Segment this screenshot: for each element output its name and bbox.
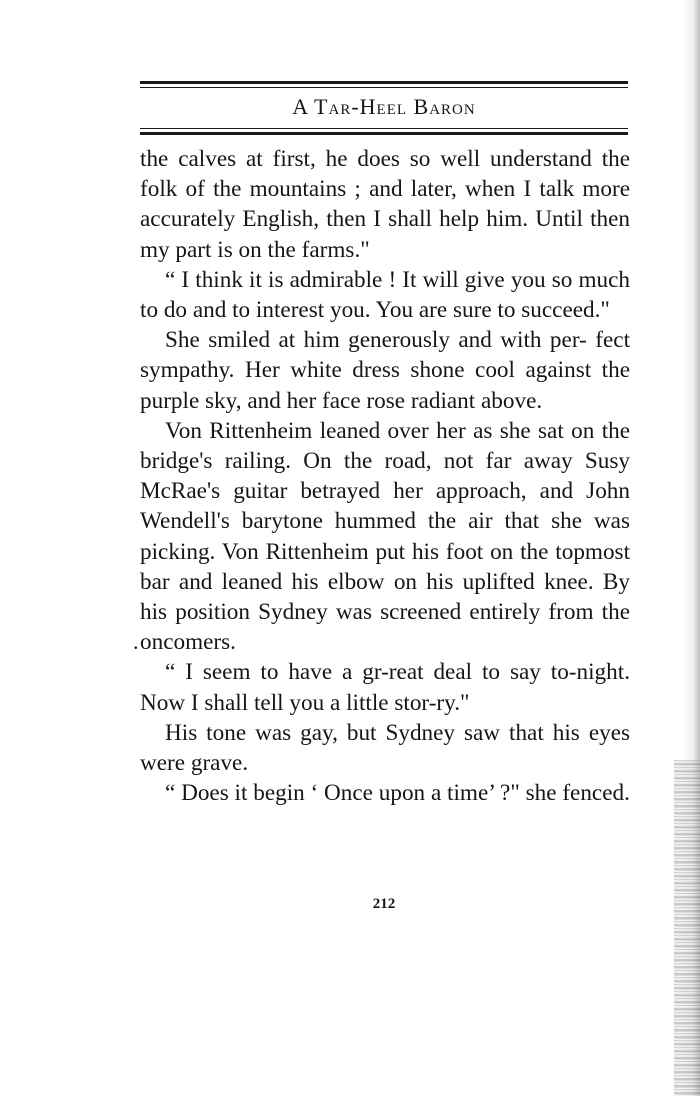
paragraph: [140, 416, 630, 658]
text-line: fenced.: [562, 780, 630, 807]
paragraph: [140, 718, 630, 778]
text-line: the folk of the mountains ; and later, when I: [140, 146, 631, 203]
text-line: on his uplifted knee. By his position Sydney: [140, 568, 630, 626]
text-line: talk more accurately English, then I shall help: [140, 176, 631, 233]
text-line: that she was picking. Von Rittenheim put his: [140, 508, 630, 565]
text-line: so much to do and to interest you. You are: [140, 266, 630, 324]
text-line: fect sympathy. Her white dress shone cool: [140, 327, 631, 384]
page-number: 212: [372, 896, 396, 912]
header-rule-bottom: [140, 128, 628, 135]
text-line: “ I seem to have a gr-reat deal to say to-night.: [165, 659, 630, 686]
header-rule-bottom-thin: [140, 128, 628, 129]
text-line: sure to succeed.": [453, 297, 610, 324]
text-line: him. Until then my part is on the farms.": [140, 206, 631, 263]
header-rule-bottom-thick: [140, 132, 628, 135]
text-line: eyes were grave.: [140, 719, 631, 777]
text-line: and John Wendell's barytone hummed the air: [140, 478, 630, 535]
text-line: “ Does it begin ‘ Once upon a time’ ?" she: [165, 780, 557, 807]
text-line: Von Rittenheim leaned over her as she sat on: [165, 417, 595, 444]
text-line: above.: [481, 387, 543, 414]
text-line: was screened entirely from the oncomers.: [140, 599, 631, 656]
body-text: [140, 144, 630, 808]
paragraph: [140, 657, 630, 717]
text-line: Now I shall tell you a little stor-ry.": [140, 689, 470, 716]
paragraph: [140, 778, 630, 808]
text-line: foot on the topmost bar and leaned his elbow: [140, 538, 631, 595]
header-rule-top: [140, 81, 628, 88]
paragraph: [140, 265, 630, 325]
text-line: against the purple sky, and her face rose radiant: [140, 357, 631, 414]
paragraph: [140, 144, 630, 265]
text-line: the bridge's railing. On the road, not far away: [140, 417, 631, 475]
text-line: She smiled at him generously and with per-: [165, 327, 587, 354]
header-rule-top-thin: [140, 87, 628, 88]
page-edge-texture: [674, 760, 700, 1096]
text-line: “ I think it is admirable ! It will give you: [165, 266, 546, 293]
text-line: the calves at first, he does so well understand: [140, 146, 592, 172]
header-rule-top-thick: [140, 81, 628, 84]
paragraph: [140, 325, 630, 416]
running-head: A Tar-Heel Baron: [292, 94, 476, 119]
margin-mark: .: [133, 629, 139, 654]
text-line: His tone was gay, but Sydney saw that his: [165, 719, 580, 746]
text-line: Susy McRae's guitar betrayed her approach,: [140, 448, 631, 505]
